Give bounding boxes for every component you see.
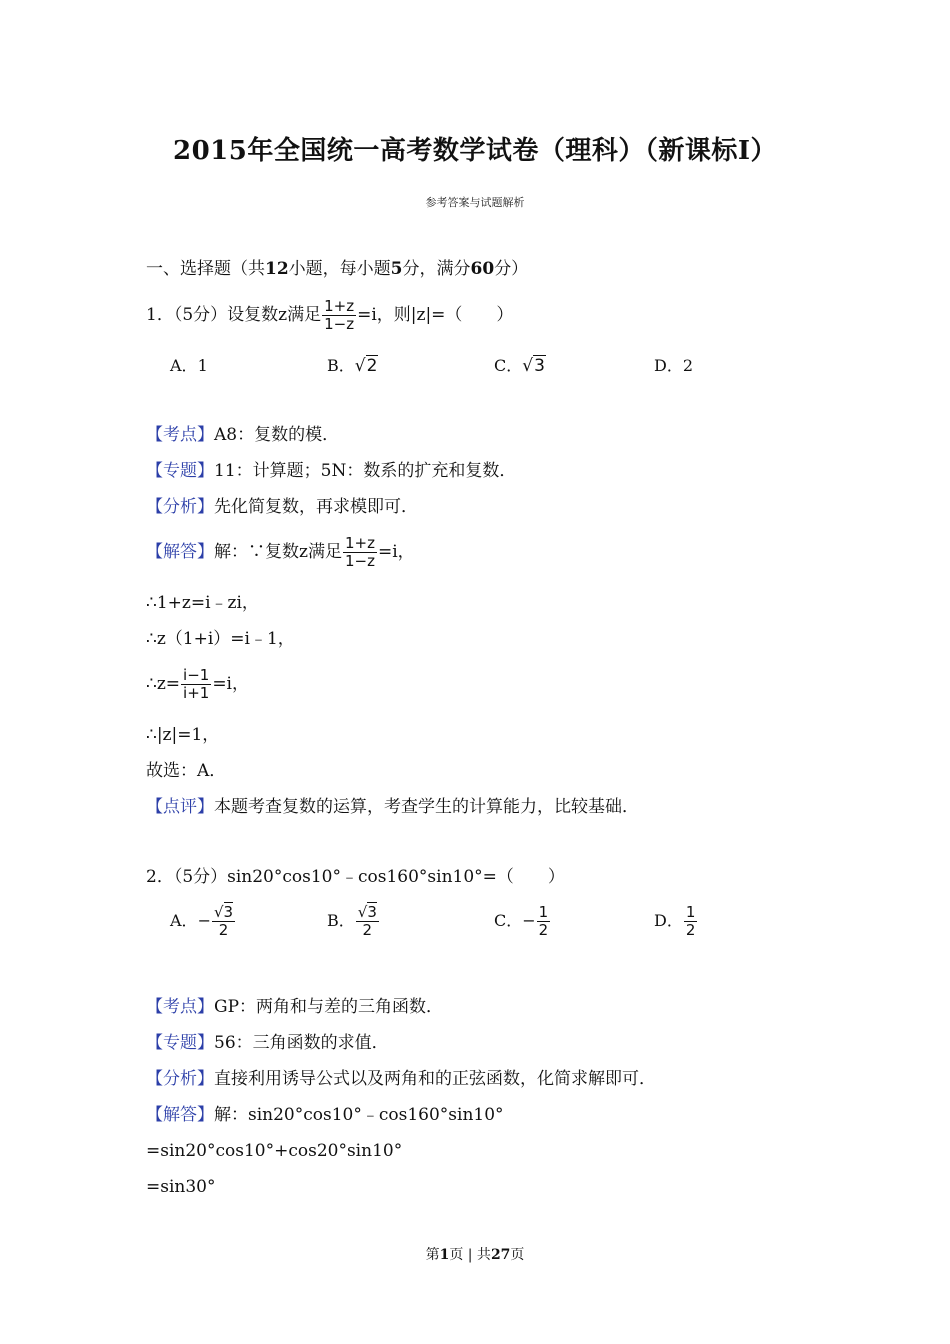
radicand: 2 xyxy=(366,356,378,376)
zhuanti-text: 56：三角函数的求值． xyxy=(214,1033,389,1053)
q1-stem-post: =i，则|z|=（ ） xyxy=(357,305,514,325)
q1-step3 xyxy=(146,667,249,702)
dianping-tag: 【点评】 xyxy=(146,797,214,817)
fraction-numerator: 1+z xyxy=(324,297,355,315)
sqrt-expression: √2 xyxy=(354,356,378,376)
q1-stem xyxy=(146,298,513,333)
q1-stem-pre: 1．（5分）设复数z满足 xyxy=(146,305,322,325)
q2-step1: =sin20°cos10°+cos20°sin10° xyxy=(146,1141,403,1161)
fenxi-tag: 【分析】 xyxy=(146,497,214,517)
q1-fenxi xyxy=(146,496,418,518)
fenxi-tag: 【分析】 xyxy=(146,1069,214,1089)
kaodian-text: GP：两角和与差的三角函数． xyxy=(214,997,444,1017)
q1-kaodian xyxy=(146,424,339,446)
section-each: 5 xyxy=(390,259,403,279)
step3-post: =i， xyxy=(212,674,249,694)
jieda-tag: 【解答】 xyxy=(146,1105,214,1125)
section-heading-mid1: 小题，每小题 xyxy=(288,259,391,279)
zhuanti-tag: 【专题】 xyxy=(146,461,214,481)
option-fraction xyxy=(356,904,379,939)
option-label: C． xyxy=(494,911,523,930)
jieda-fraction xyxy=(343,535,377,570)
section-heading-mid2: 分，满分 xyxy=(402,259,471,279)
page-title: 2015年全国统一高考数学试卷（理科）（新课标Ⅰ） xyxy=(172,136,778,166)
fraction-numerator: 1+z xyxy=(344,534,375,552)
fraction-denominator: 2 xyxy=(685,921,696,939)
q1-zhuanti xyxy=(146,460,516,482)
footer-pre: 第 xyxy=(425,1247,440,1263)
option-label: C． xyxy=(494,356,523,375)
page-footer xyxy=(0,1244,950,1264)
q2-zhuanti xyxy=(146,1032,389,1054)
option-fraction xyxy=(537,904,551,939)
q2-kaodian xyxy=(146,996,443,1018)
section-heading xyxy=(146,258,528,280)
option-value: 2 xyxy=(682,356,694,375)
kaodian-text: A8：复数的模． xyxy=(214,425,340,445)
q1-option-b xyxy=(327,355,378,377)
sqrt-expression: √3 xyxy=(522,356,545,376)
zhuanti-tag: 【专题】 xyxy=(146,1033,214,1053)
q2-jieda xyxy=(146,1104,504,1126)
fraction-denominator: 2 xyxy=(362,921,373,939)
q1-stem-fraction xyxy=(322,298,356,333)
q2-stem: 2．（5分）sin20°cos10°﹣cos160°sin10°=（ ） xyxy=(146,867,565,887)
footer-total-pages: 27 xyxy=(490,1247,511,1263)
dianping-text: 本题考查复数的运算，考查学生的计算能力，比较基础． xyxy=(214,797,639,817)
footer-mid: 页 | 共 xyxy=(449,1247,491,1263)
q2-option-a xyxy=(170,904,236,939)
fraction-denominator: 1−z xyxy=(344,552,375,570)
option-value: 1 xyxy=(197,356,208,375)
option-sign: − xyxy=(197,911,211,930)
zhuanti-text: 11：计算题；5N：数系的扩充和复数． xyxy=(214,461,517,481)
option-label: A． xyxy=(170,356,198,375)
page-subtitle: 参考答案与试题解析 xyxy=(425,196,525,209)
option-sign: − xyxy=(522,911,536,930)
radicand: 3 xyxy=(367,903,377,921)
fenxi-text: 直接利用诱导公式以及两角和的正弦函数，化简求解即可． xyxy=(214,1069,656,1089)
kaodian-tag: 【考点】 xyxy=(146,425,214,445)
footer-page-number: 1 xyxy=(439,1247,450,1263)
fraction-denominator: i+1 xyxy=(183,684,210,702)
fraction-denominator: 2 xyxy=(538,921,549,939)
q2-fenxi xyxy=(146,1068,656,1090)
section-heading-post: 分） xyxy=(494,259,529,279)
q1-option-a xyxy=(170,355,208,377)
option-label: D． xyxy=(654,911,683,930)
fraction-numerator: √3 xyxy=(213,903,234,921)
radicand: 3 xyxy=(534,356,545,376)
kaodian-tag: 【考点】 xyxy=(146,997,214,1017)
q1-step4: ∴|z|=1， xyxy=(146,725,220,745)
option-label: A． xyxy=(170,911,198,930)
option-label: B． xyxy=(327,911,355,930)
section-total: 60 xyxy=(470,259,495,279)
fraction-denominator: 2 xyxy=(218,921,229,939)
footer-post: 页 xyxy=(510,1247,525,1263)
jieda-post: =i， xyxy=(377,542,415,562)
q2-option-b xyxy=(327,904,380,939)
q2-option-c xyxy=(494,904,551,939)
step3-pre: ∴z= xyxy=(146,674,181,694)
option-label: D． xyxy=(654,356,683,375)
fraction-denominator: 1−z xyxy=(324,315,355,333)
option-label: B． xyxy=(327,356,355,375)
q2-option-d xyxy=(654,904,698,939)
q2-step2: =sin30° xyxy=(146,1177,216,1197)
q1-dianping xyxy=(146,796,639,818)
jieda-tag: 【解答】 xyxy=(146,542,214,562)
step3-fraction xyxy=(181,667,211,702)
q1-step1: ∴1+z=i﹣zi， xyxy=(146,593,259,613)
q1-option-c xyxy=(494,355,546,377)
jieda-text: 解：sin20°cos10°﹣cos160°sin10° xyxy=(214,1105,504,1125)
option-fraction xyxy=(684,904,698,939)
fraction-numerator: 1 xyxy=(538,903,549,921)
q1-step5: 故选：A． xyxy=(146,761,227,781)
fraction-numerator: 1 xyxy=(685,903,696,921)
q1-option-d xyxy=(654,355,693,377)
fraction-numerator: √3 xyxy=(357,903,377,921)
radicand: 3 xyxy=(223,903,234,921)
section-count: 12 xyxy=(265,259,289,279)
fenxi-text: 先化简复数，再求模即可． xyxy=(214,497,418,517)
q1-jieda xyxy=(146,535,415,570)
q1-step2: ∴z（1+i）=i﹣1， xyxy=(146,629,295,649)
fraction-numerator: i−1 xyxy=(183,666,210,684)
option-fraction xyxy=(212,904,235,939)
section-heading-pre: 一、选择题（共 xyxy=(146,259,265,279)
jieda-pre: 解：∵复数z满足 xyxy=(214,542,342,562)
